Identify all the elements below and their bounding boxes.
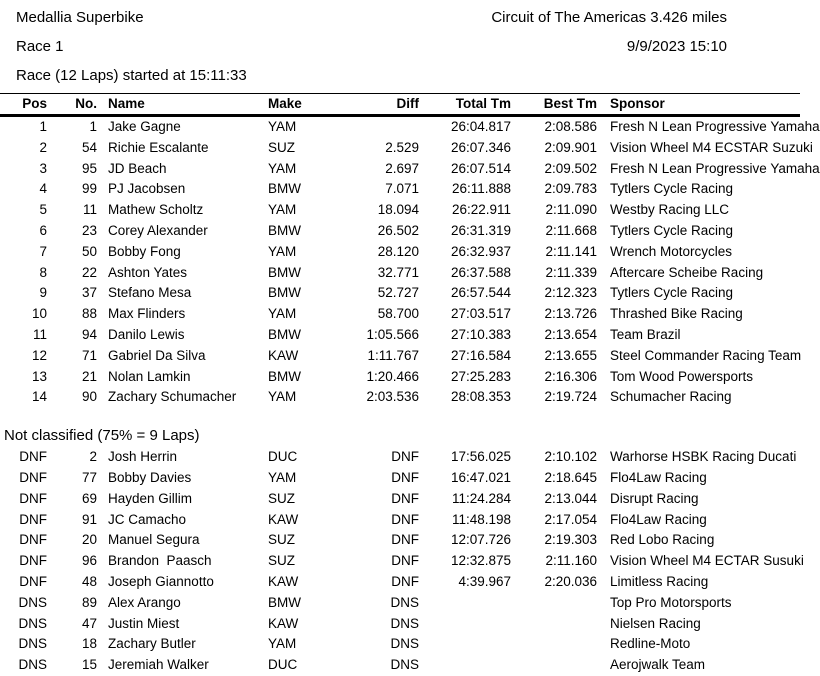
cell-number: 2 xyxy=(89,449,97,465)
cell-make: BMW xyxy=(268,285,301,301)
cell-make: BMW xyxy=(268,222,301,238)
cell-sponsor: Tytlers Cycle Racing xyxy=(610,285,734,301)
cell-number: 89 xyxy=(81,594,97,610)
cell-number: 96 xyxy=(81,553,97,569)
cell-name: Hayden Gillim xyxy=(108,490,193,506)
cell-number: 48 xyxy=(81,573,97,589)
table-row xyxy=(0,242,800,263)
cell-diff xyxy=(330,116,420,138)
cell-diff: DNF xyxy=(391,511,419,527)
cell-sponsor: Aerojwalk Team xyxy=(610,657,706,673)
cell-pos: DNF xyxy=(19,449,47,465)
cell-total-tm: 12:32.875 xyxy=(450,553,511,569)
cell-number: 22 xyxy=(81,264,97,280)
cell-make: SUZ xyxy=(268,532,295,548)
col-header-no: No. xyxy=(55,94,99,116)
cell-name: Jake Gagne xyxy=(108,119,181,134)
cell-total-tm: 26:22.911 xyxy=(451,202,511,218)
cell-name: Justin Miest xyxy=(108,615,180,631)
cell-diff: 52.727 xyxy=(377,285,419,301)
col-header-make: Make xyxy=(265,94,330,116)
cell-name: Nolan Lamkin xyxy=(108,368,191,384)
cell-total-tm xyxy=(420,634,512,655)
cell-pos: 13 xyxy=(31,368,47,384)
cell-sponsor: Wrench Motorcycles xyxy=(610,243,733,259)
race-datetime: 9/9/2023 15:10 xyxy=(626,38,727,55)
cell-name: Josh Herrin xyxy=(108,449,178,465)
cell-sponsor: Tytlers Cycle Racing xyxy=(610,181,734,197)
cell-total-tm: 4:39.967 xyxy=(458,573,511,589)
race-label: Race 1 xyxy=(16,38,64,55)
cell-name: Zachary Butler xyxy=(108,636,196,652)
cell-make: YAM xyxy=(268,160,297,176)
cell-make: KAW xyxy=(268,347,299,363)
cell-make: YAM xyxy=(268,243,297,259)
cell-make: DUC xyxy=(268,449,298,465)
cell-make: BMW xyxy=(268,181,301,197)
cell-best-tm: 2:13.654 xyxy=(544,326,597,342)
cell-diff: 18.094 xyxy=(377,202,419,218)
cell-pos: 10 xyxy=(31,306,47,322)
cell-sponsor: Tom Wood Powersports xyxy=(610,368,754,384)
cell-diff: DNF xyxy=(391,573,419,589)
cell-name: Danilo Lewis xyxy=(108,326,185,342)
header-row-3 xyxy=(0,64,800,93)
cell-total-tm: 26:04.817 xyxy=(450,119,511,134)
cell-diff: DNS xyxy=(390,636,419,652)
cell-diff: 2.529 xyxy=(385,139,419,155)
cell-sponsor: Disrupt Racing xyxy=(610,490,699,506)
cell-name: Joseph Giannotto xyxy=(108,573,214,589)
cell-total-tm: 27:10.383 xyxy=(450,326,511,342)
cell-diff: 26.502 xyxy=(377,222,419,238)
cell-number: 77 xyxy=(81,469,97,485)
cell-pos: 2 xyxy=(39,139,47,155)
cell-make: DUC xyxy=(268,657,298,673)
cell-best-tm: 2:16.306 xyxy=(544,368,597,384)
table-row xyxy=(0,530,800,551)
cell-name: Bobby Davies xyxy=(108,469,192,485)
cell-total-tm xyxy=(420,614,512,635)
cell-diff: 2.697 xyxy=(385,160,419,176)
table-row xyxy=(0,634,800,655)
cell-diff: DNF xyxy=(391,490,419,506)
cell-name: Zachary Schumacher xyxy=(108,389,237,405)
cell-name: Max Flinders xyxy=(108,306,186,322)
cell-sponsor: Steel Commander Racing Team xyxy=(610,347,802,363)
table-row xyxy=(0,655,800,676)
cell-number: 18 xyxy=(81,636,97,652)
cell-pos: DNF xyxy=(19,553,47,569)
table-row xyxy=(0,263,800,284)
cell-number: 91 xyxy=(81,511,97,527)
cell-make: SUZ xyxy=(268,490,295,506)
cell-name: Alex Arango xyxy=(108,594,181,610)
cell-best-tm: 2:09.783 xyxy=(544,181,597,197)
cell-make: SUZ xyxy=(268,139,295,155)
cell-best-tm: 2:13.655 xyxy=(544,347,597,363)
cell-pos: 8 xyxy=(39,264,47,280)
table-row xyxy=(0,447,800,468)
header-row-2 xyxy=(0,35,800,64)
cell-name: Jeremiah Walker xyxy=(108,657,209,673)
cell-sponsor: Flo4Law Racing xyxy=(610,469,707,485)
cell-pos: DNF xyxy=(19,532,47,548)
cell-number: 21 xyxy=(81,368,97,384)
table-row xyxy=(0,200,800,221)
cell-name: Gabriel Da Silva xyxy=(108,347,206,363)
cell-diff: 28.120 xyxy=(377,243,419,259)
cell-pos: DNS xyxy=(18,594,47,610)
cell-name: Stefano Mesa xyxy=(108,285,192,301)
not-classified-body xyxy=(0,447,804,676)
cell-number: 94 xyxy=(81,326,97,342)
col-header-pos: Pos xyxy=(0,94,55,116)
cell-total-tm: 27:25.283 xyxy=(450,368,511,384)
cell-best-tm: 2:11.160 xyxy=(545,553,597,569)
cell-total-tm: 26:37.588 xyxy=(450,264,511,280)
cell-total-tm: 26:11.888 xyxy=(451,181,511,197)
table-row xyxy=(0,572,800,593)
cell-pos: 5 xyxy=(39,202,47,218)
event-title: Medallia Superbike xyxy=(16,9,144,26)
cell-diff: 58.700 xyxy=(377,306,419,322)
cell-best-tm: 2:20.036 xyxy=(544,573,597,589)
cell-name: PJ Jacobsen xyxy=(108,181,186,197)
cell-make: BMW xyxy=(268,326,301,342)
cell-name: Richie Escalante xyxy=(108,139,209,155)
classified-results-table xyxy=(0,93,820,408)
cell-sponsor: Vision Wheel M4 ECTAR Susuki xyxy=(610,553,804,569)
cell-pos: DNF xyxy=(19,573,47,589)
cell-best-tm: 2:12.323 xyxy=(544,285,597,301)
cell-number: 37 xyxy=(81,285,97,301)
cell-number: 99 xyxy=(81,181,97,197)
cell-diff: DNS xyxy=(390,594,419,610)
cell-sponsor: Redline-Moto xyxy=(610,636,691,652)
cell-number: 54 xyxy=(81,139,97,155)
circuit-title: Circuit of The Americas 3.426 miles xyxy=(491,9,727,26)
cell-make: BMW xyxy=(268,264,301,280)
cell-name: Manuel Segura xyxy=(108,532,200,548)
cell-number: 11 xyxy=(82,202,97,218)
table-row xyxy=(0,614,800,635)
table-row xyxy=(0,593,800,614)
not-classified-results-table xyxy=(0,447,804,676)
cell-pos: 12 xyxy=(31,347,47,363)
cell-sponsor: Vision Wheel M4 ECSTAR Suzuki xyxy=(610,139,813,155)
cell-pos: DNF xyxy=(19,469,47,485)
table-row xyxy=(0,116,800,138)
cell-best-tm: 2:19.303 xyxy=(544,532,597,548)
table-row xyxy=(0,387,800,408)
cell-number: 15 xyxy=(81,657,97,673)
cell-diff: DNS xyxy=(390,615,419,631)
cell-sponsor: Tytlers Cycle Racing xyxy=(610,222,734,238)
cell-pos: 9 xyxy=(39,285,47,301)
cell-best-tm: 2:17.054 xyxy=(544,511,597,527)
cell-sponsor: Team Brazil xyxy=(610,326,681,342)
cell-pos: 3 xyxy=(39,160,47,176)
cell-name: JD Beach xyxy=(108,160,167,176)
cell-sponsor: Westby Racing LLC xyxy=(610,202,730,218)
classified-body xyxy=(0,116,820,409)
cell-best-tm: 2:11.141 xyxy=(545,243,597,259)
cell-best-tm: 2:09.901 xyxy=(544,139,597,155)
cell-number: 95 xyxy=(81,160,97,176)
cell-number: 88 xyxy=(81,306,97,322)
cell-name: Corey Alexander xyxy=(108,222,208,238)
table-row xyxy=(0,159,800,180)
cell-pos: 6 xyxy=(39,222,47,238)
cell-pos: DNF xyxy=(19,490,47,506)
cell-sponsor: Warhorse HSBK Racing Ducati xyxy=(610,449,797,465)
cell-pos: 1 xyxy=(39,119,47,134)
results-header-row xyxy=(0,94,800,116)
cell-diff: DNS xyxy=(390,657,419,673)
cell-total-tm: 17:56.025 xyxy=(450,449,511,465)
cell-diff: DNF xyxy=(391,532,419,548)
table-row xyxy=(0,283,800,304)
cell-best-tm xyxy=(512,614,598,635)
cell-sponsor: Fresh N Lean Progressive Yamaha xyxy=(610,160,820,176)
cell-best-tm: 2:13.726 xyxy=(544,306,597,322)
cell-make: YAM xyxy=(268,469,297,485)
cell-total-tm: 26:32.937 xyxy=(450,243,511,259)
table-row xyxy=(0,551,800,572)
cell-make: SUZ xyxy=(268,553,295,569)
cell-pos: DNS xyxy=(18,615,47,631)
cell-sponsor: Fresh N Lean Progressive Yamaha xyxy=(610,119,820,134)
cell-number: 69 xyxy=(81,490,97,506)
table-row xyxy=(0,138,800,159)
cell-total-tm: 26:31.319 xyxy=(450,222,511,238)
cell-pos: 4 xyxy=(39,181,47,197)
cell-total-tm: 27:03.517 xyxy=(450,306,511,322)
col-header-name: Name xyxy=(99,94,265,116)
table-row xyxy=(0,179,800,200)
cell-make: YAM xyxy=(268,202,297,218)
table-row xyxy=(0,489,800,510)
table-row xyxy=(0,304,800,325)
cell-total-tm: 28:08.353 xyxy=(450,389,511,405)
cell-total-tm: 26:07.514 xyxy=(450,160,511,176)
cell-pos: 14 xyxy=(31,389,47,405)
cell-total-tm: 11:48.198 xyxy=(451,511,511,527)
col-header-diff: Diff xyxy=(330,94,420,116)
cell-number: 90 xyxy=(81,389,97,405)
table-row xyxy=(0,325,800,346)
cell-sponsor: Red Lobo Racing xyxy=(610,532,715,548)
cell-name: Brandon Paasch xyxy=(108,553,212,569)
cell-best-tm: 2:09.502 xyxy=(544,160,597,176)
table-row xyxy=(0,221,800,242)
cell-sponsor: Aftercare Scheibe Racing xyxy=(610,264,764,280)
cell-total-tm xyxy=(420,655,512,676)
cell-best-tm: 2:10.102 xyxy=(544,449,597,465)
cell-sponsor: Nielsen Racing xyxy=(610,615,701,631)
cell-total-tm: 26:07.346 xyxy=(450,139,511,155)
table-row xyxy=(0,510,800,531)
cell-diff: DNF xyxy=(391,553,419,569)
cell-make: YAM xyxy=(268,636,297,652)
cell-diff: 1:20.466 xyxy=(366,368,419,384)
cell-diff: 2:03.536 xyxy=(366,389,419,405)
cell-best-tm: 2:13.044 xyxy=(544,490,597,506)
col-header-total-tm: Total Tm xyxy=(420,94,512,116)
cell-diff: DNF xyxy=(391,469,419,485)
cell-make: KAW xyxy=(268,511,299,527)
cell-number: 50 xyxy=(81,243,97,259)
cell-make: YAM xyxy=(268,119,297,134)
cell-best-tm: 2:18.645 xyxy=(544,469,597,485)
cell-name: Mathew Scholtz xyxy=(108,202,204,218)
cell-make: KAW xyxy=(268,615,299,631)
cell-diff: DNF xyxy=(391,449,419,465)
cell-pos: DNS xyxy=(18,636,47,652)
cell-best-tm xyxy=(512,655,598,676)
cell-total-tm: 16:47.021 xyxy=(450,469,511,485)
cell-name: JC Camacho xyxy=(108,511,187,527)
cell-best-tm xyxy=(512,634,598,655)
cell-number: 71 xyxy=(81,347,97,363)
table-row xyxy=(0,468,800,489)
col-header-sponsor: Sponsor xyxy=(598,94,800,116)
cell-make: BMW xyxy=(268,368,301,384)
cell-sponsor: Thrashed Bike Racing xyxy=(610,306,743,322)
cell-sponsor: Top Pro Motorsports xyxy=(610,594,732,610)
cell-pos: 11 xyxy=(32,326,47,342)
cell-number: 47 xyxy=(81,615,97,631)
not-classified-label: Not classified (75% = 9 Laps) xyxy=(4,427,200,445)
cell-number: 20 xyxy=(81,532,97,548)
cell-name: Bobby Fong xyxy=(108,243,181,259)
cell-sponsor: Limitless Racing xyxy=(610,573,709,589)
cell-sponsor: Flo4Law Racing xyxy=(610,511,707,527)
cell-number: 23 xyxy=(81,222,97,238)
cell-make: YAM xyxy=(268,306,297,322)
cell-best-tm: 2:11.090 xyxy=(545,202,597,218)
col-header-best-tm: Best Tm xyxy=(512,94,598,116)
cell-pos: DNF xyxy=(19,511,47,527)
cell-total-tm: 11:24.284 xyxy=(451,490,511,506)
cell-diff: 32.771 xyxy=(377,264,419,280)
cell-best-tm xyxy=(512,593,598,614)
cell-make: BMW xyxy=(268,594,301,610)
cell-total-tm: 12:07.726 xyxy=(450,532,511,548)
cell-best-tm: 2:08.586 xyxy=(544,119,597,134)
race-start-info: Race (12 Laps) started at 15:11:33 xyxy=(16,67,247,84)
header-row-1 xyxy=(0,6,800,35)
cell-diff: 1:11.767 xyxy=(367,347,419,363)
cell-diff: 7.071 xyxy=(385,181,419,197)
cell-pos: 7 xyxy=(39,243,47,259)
table-row xyxy=(0,367,800,388)
cell-name: Ashton Yates xyxy=(108,264,188,280)
cell-make: KAW xyxy=(268,573,299,589)
cell-diff: 1:05.566 xyxy=(366,326,419,342)
cell-best-tm: 2:19.724 xyxy=(544,389,597,405)
cell-sponsor: Schumacher Racing xyxy=(610,389,732,405)
cell-pos: DNS xyxy=(18,657,47,673)
cell-make: YAM xyxy=(268,389,297,405)
cell-number: 1 xyxy=(89,119,97,134)
cell-total-tm xyxy=(420,593,512,614)
cell-total-tm: 26:57.544 xyxy=(450,285,511,301)
cell-best-tm: 2:11.668 xyxy=(545,222,597,238)
table-row xyxy=(0,346,800,367)
cell-total-tm: 27:16.584 xyxy=(450,347,511,363)
cell-best-tm: 2:11.339 xyxy=(545,264,597,280)
